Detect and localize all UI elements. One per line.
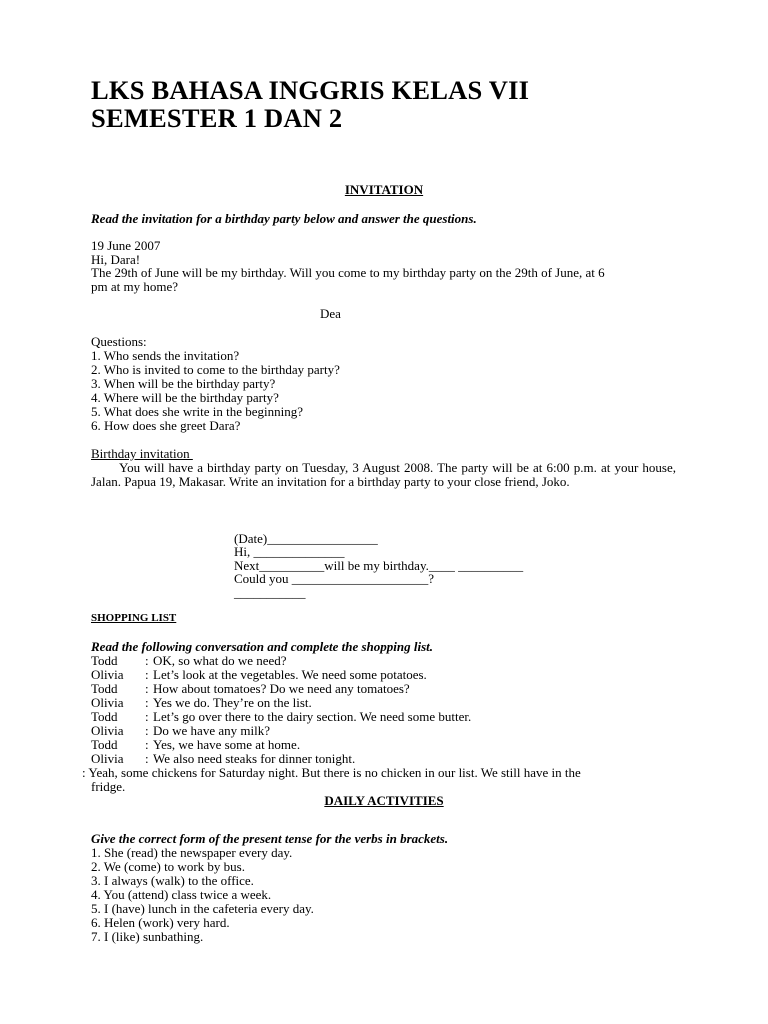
- exercise-item: 2. We (come) to work by bus.: [91, 859, 245, 874]
- speaker-name: Todd: [91, 737, 118, 752]
- speaker-line: We also need steaks for dinner tonight.: [153, 751, 356, 766]
- speaker-line: Let’s go over there to the dairy section. We need some butter.: [153, 709, 472, 724]
- speaker-colon: :: [145, 667, 149, 682]
- birthday-heading: Birthday invitation: [91, 446, 193, 461]
- speaker-line: How about tomatoes? Do we need any tomatoes?: [153, 681, 410, 696]
- question-item: 5. What does she write in the beginning?: [91, 404, 304, 419]
- speaker-line: OK, so what do we need?: [153, 653, 287, 668]
- speaker-line: Do we have any milk?: [153, 723, 270, 738]
- invitation-greeting: Hi, Dara!: [91, 252, 141, 267]
- speaker-colon: :: [145, 723, 149, 738]
- exercise-item: 7. I (like) sunbathing.: [91, 929, 204, 944]
- invitation-instruction: Read the invitation for a birthday party below and answer the questions.: [91, 211, 477, 226]
- conversation-line: [0, 682, 768, 696]
- speaker-name: Olivia: [91, 723, 124, 738]
- speaker-name: Todd: [91, 681, 118, 696]
- exercise-item: 1. She (read) the newspaper every day.: [91, 845, 293, 860]
- speaker-colon: :: [145, 695, 149, 710]
- speaker-colon: :: [145, 681, 149, 696]
- invitation-body-line-1: The 29th of June will be my birthday. Will you come to my birthday party on the 29th of June, at 6: [91, 265, 605, 280]
- questions-label: Questions:: [91, 334, 147, 349]
- question-item: 1. Who sends the invitation?: [91, 348, 240, 363]
- invitation-body-line-2: pm at my home?: [91, 279, 179, 294]
- invitation-heading: INVITATION: [344, 182, 424, 197]
- daily-instruction: Give the correct form of the present tense for the verbs in brackets.: [91, 831, 449, 846]
- invitation-date: 19 June 2007: [91, 238, 161, 253]
- exercise-item: 6. Helen (work) very hard.: [91, 915, 230, 930]
- speaker-name: Todd: [91, 653, 118, 668]
- shopping-instruction: Read the following conversation and complete the shopping list.: [91, 639, 433, 654]
- speaker-line: Let’s look at the vegetables. We need some potatoes.: [153, 667, 427, 682]
- speaker-name: Olivia: [91, 695, 124, 710]
- conversation-line: [0, 752, 768, 766]
- shopping-heading: SHOPPING LIST: [91, 612, 177, 624]
- page-title-line-2: SEMESTER 1 DAN 2: [91, 103, 343, 133]
- form-next-line: Next__________will be my birthday.____ __________: [234, 558, 524, 573]
- question-item: 6. How does she greet Dara?: [91, 418, 241, 433]
- conversation-line: [0, 696, 768, 710]
- invitation-signature: Dea: [320, 306, 341, 321]
- form-could-you-line: Could you _____________________?: [234, 571, 435, 586]
- form-greeting-line: Hi, ______________: [234, 544, 345, 559]
- speaker-colon: :: [145, 751, 149, 766]
- speaker-name: Todd: [91, 709, 118, 724]
- conversation-line: [0, 710, 768, 724]
- speaker-name: Olivia: [91, 667, 124, 682]
- conversation-last-line-2: fridge.: [91, 779, 126, 794]
- question-item: 3. When will be the birthday party?: [91, 376, 276, 391]
- birthday-paragraph: You will have a birthday party on Tuesday, 3 August 2008. The party will be at 6:00 p.m. at your house, Jalan. Papua 19, Makasar. Write an invitation for a birthday party to your close friend, Joko.: [91, 460, 676, 489]
- daily-activities-heading: DAILY ACTIVITIES: [324, 793, 444, 808]
- form-date-line: (Date)_________________: [234, 531, 378, 546]
- exercise-item: 4. You (attend) class twice a week.: [91, 887, 272, 902]
- page-title-line-1: LKS BAHASA INGGRIS KELAS VII: [91, 75, 530, 105]
- conversation-line: [0, 654, 768, 668]
- form-signature-line: ___________: [234, 585, 306, 600]
- question-item: 2. Who is invited to come to the birthday party?: [91, 362, 340, 377]
- exercise-item: 5. I (have) lunch in the cafeteria every day.: [91, 901, 314, 916]
- conversation-line: [0, 724, 768, 738]
- question-item: 4. Where will be the birthday party?: [91, 390, 279, 405]
- speaker-line: Yes we do. They’re on the list.: [153, 695, 312, 710]
- conversation-last-line-1: : Yeah, some chickens for Saturday night. But there is no chicken in our list. We still have in the: [82, 765, 581, 780]
- exercise-item: 3. I always (walk) to the office.: [91, 873, 254, 888]
- speaker-colon: :: [145, 737, 149, 752]
- conversation-line: [0, 738, 768, 752]
- speaker-name: Olivia: [91, 751, 124, 766]
- conversation-line: [0, 668, 768, 682]
- speaker-colon: :: [145, 709, 149, 724]
- speaker-line: Yes, we have some at home.: [153, 737, 301, 752]
- speaker-colon: :: [145, 653, 149, 668]
